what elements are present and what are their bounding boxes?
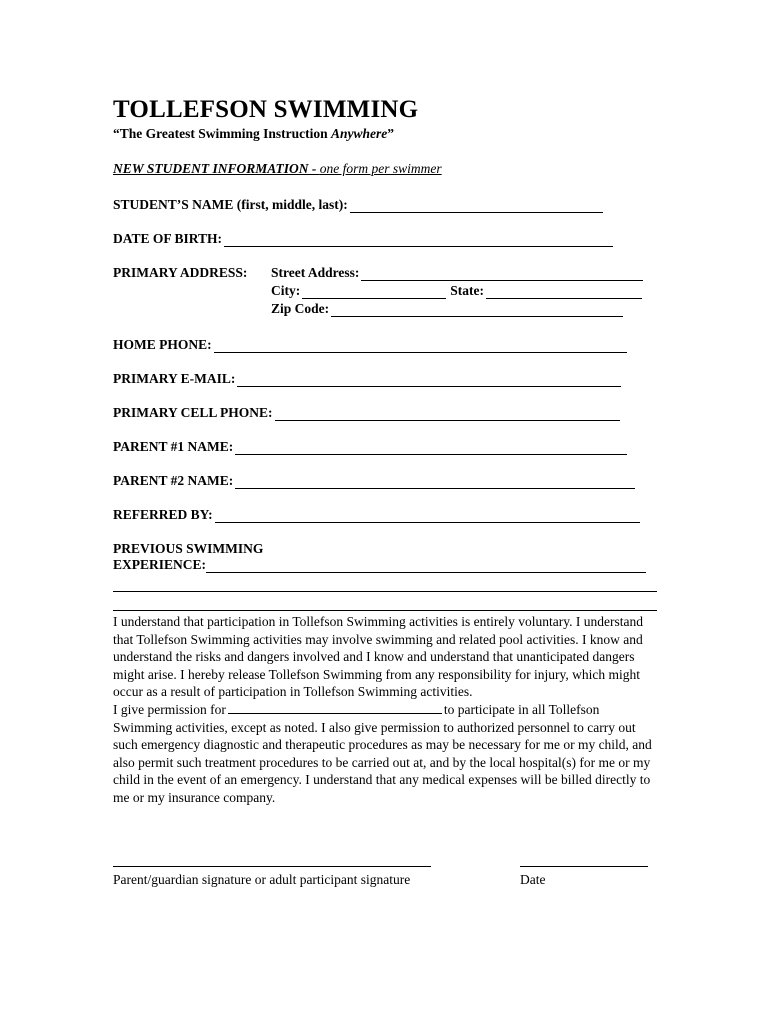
signature-field[interactable]: [113, 866, 431, 867]
student-name-label: STUDENT’S NAME (first, middle, last):: [113, 197, 348, 212]
cell-phone-row: [113, 405, 658, 421]
dob-row: [113, 231, 658, 247]
experience-field[interactable]: [206, 560, 646, 573]
signature-label: Parent/guardian signature or adult participant signature: [113, 872, 411, 887]
permission-start: I give permission for: [113, 701, 226, 717]
child-name-field[interactable]: [228, 701, 442, 714]
email-field[interactable]: [237, 374, 621, 387]
experience-label: EXPERIENCE:: [113, 557, 207, 572]
primary-address-label: PRIMARY ADDRESS:: [113, 265, 248, 280]
tagline-end: ”: [387, 126, 395, 141]
cell-phone-label: PRIMARY CELL PHONE:: [113, 405, 273, 420]
referred-field[interactable]: [215, 510, 640, 523]
date-label: Date: [520, 872, 546, 887]
state-label: State:: [450, 283, 484, 298]
address-block: [113, 265, 658, 317]
section-title: NEW STUDENT INFORMATION -: [113, 161, 320, 176]
form-title: TOLLEFSON SWIMMING: [113, 96, 419, 123]
tagline-emphasis: Anywhere: [331, 126, 388, 141]
dob-field[interactable]: [224, 234, 613, 247]
student-name-field[interactable]: [350, 200, 603, 213]
parent1-field[interactable]: [235, 442, 627, 455]
previous-swimming-label: PREVIOUS SWIMMING: [113, 541, 264, 556]
street-label: Street Address:: [271, 265, 360, 280]
form-page: [113, 96, 658, 807]
student-name-row: [113, 197, 658, 213]
parent2-row: [113, 473, 658, 489]
experience-field-line-2[interactable]: [113, 573, 657, 592]
home-phone-label: HOME PHONE:: [113, 337, 212, 352]
previous-experience-block: [113, 541, 658, 611]
email-row: [113, 371, 658, 387]
waiver-text: [113, 613, 659, 807]
home-phone-row: [113, 337, 658, 353]
email-label: PRIMARY E-MAIL:: [113, 371, 236, 386]
tagline: [113, 126, 658, 142]
experience-field-line-3[interactable]: [113, 592, 657, 611]
parent1-label: PARENT #1 NAME:: [113, 439, 234, 454]
waiver-paragraph-1: I understand that participation in Tollefson Swimming activities is entirely voluntary. I understand that Tollefson Swimming activities may involve swimming and related pool activities. I know and understand the risks and dangers involved and I know and understand that unanticipated dangers might arise. I hereby release Tollefson Swimming from any responsibility for injury, which might occur as a result of participation in Tollefson Swimming activities.: [113, 614, 643, 700]
date-field[interactable]: [520, 866, 648, 867]
city-field[interactable]: [302, 286, 446, 299]
permission-rest: to participate in all Tollefson Swimming activities, except as noted. I also give permission to authorized personnel to carry out such emergency diagnostic and therapeutic procedures as may be necessary for me or my child, and also permit such treatment procedures to be carried out at, and by the local hospital(s) for me or my child in the event of an emergency. I understand that any medical expenses will be billed directly to me or my insurance company.: [113, 701, 652, 805]
city-label: City:: [271, 283, 301, 298]
section-heading: [113, 161, 658, 177]
street-field[interactable]: [361, 268, 643, 281]
zip-label: Zip Code:: [271, 301, 330, 316]
cell-phone-field[interactable]: [275, 408, 620, 421]
referred-row: [113, 507, 658, 523]
section-subtitle: one form per swimmer: [319, 161, 442, 176]
parent1-row: [113, 439, 658, 455]
tagline-main: “The Greatest Swimming Instruction: [113, 126, 331, 141]
state-field[interactable]: [486, 286, 642, 299]
zip-field[interactable]: [331, 304, 623, 317]
parent2-field[interactable]: [235, 476, 635, 489]
parent2-label: PARENT #2 NAME:: [113, 473, 234, 488]
home-phone-field[interactable]: [214, 340, 627, 353]
dob-label: DATE OF BIRTH:: [113, 231, 223, 246]
referred-label: REFERRED BY:: [113, 507, 213, 522]
